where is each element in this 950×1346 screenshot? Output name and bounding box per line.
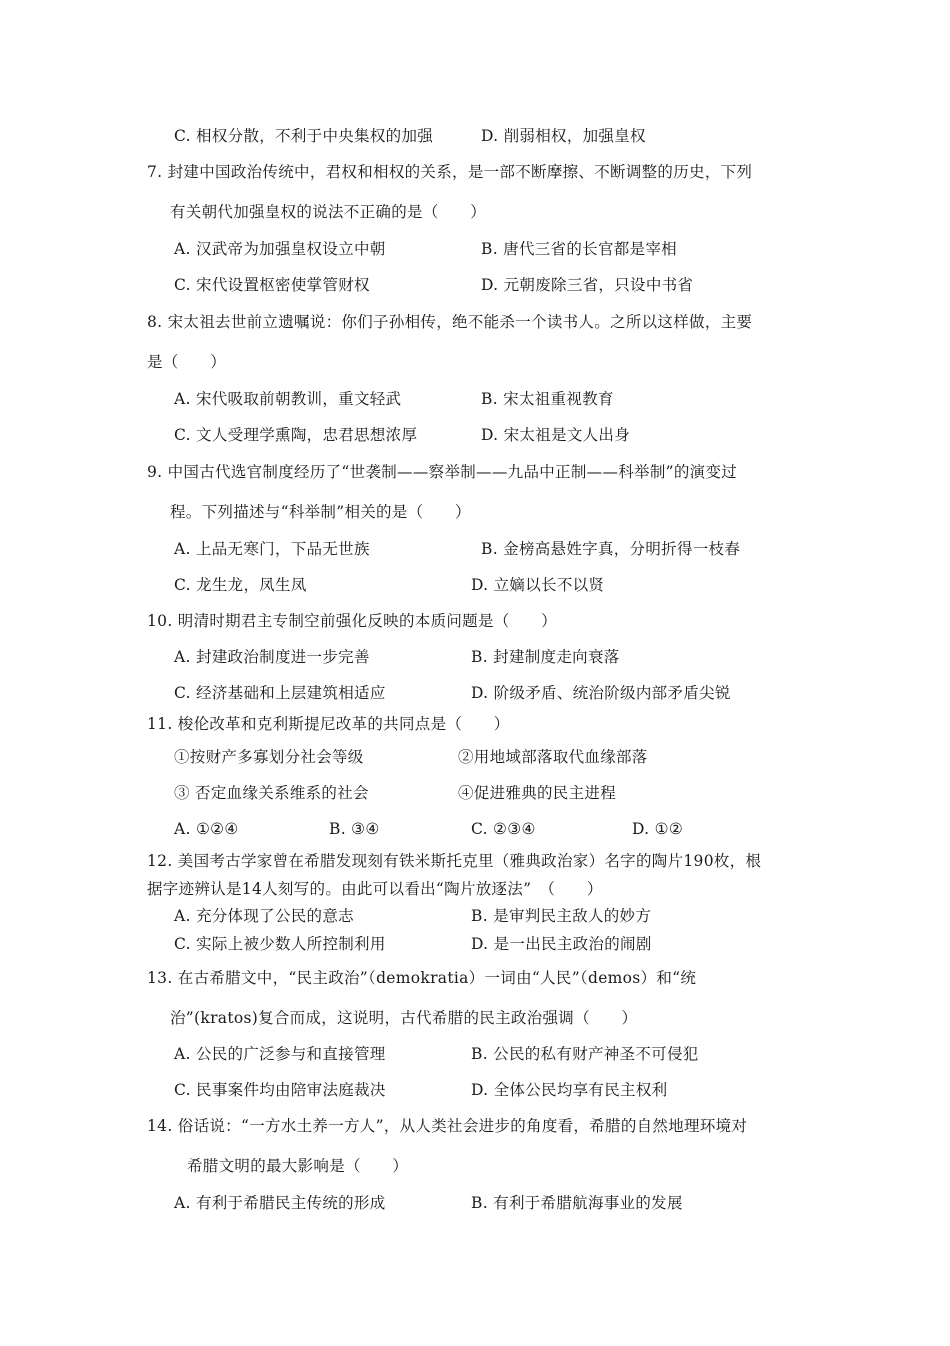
q8-stem-line2: 是（ ） <box>147 353 227 371</box>
q9-option-a: A. 上品无寒门，下品无世族 <box>174 540 370 558</box>
q7-option-c: C. 宋代设置枢密使掌管财权 <box>174 276 370 294</box>
q14-stem-line2: 希腊文明的最大影响是（ ） <box>187 1157 409 1175</box>
q9-option-b: B. 金榜高悬姓字真，分明折得一枝春 <box>481 540 741 558</box>
q11-statement-2: ②用地域部落取代血缘部落 <box>458 748 648 766</box>
q12-option-b: B. 是审判民主敌人的妙方 <box>471 907 652 925</box>
q9-option-c: C. 龙生龙，凤生凤 <box>174 576 307 594</box>
q11-option-d: D. ①② <box>632 820 684 838</box>
q7-stem-line2: 有关朝代加强皇权的说法不正确的是（ ） <box>170 203 487 221</box>
q13-option-b: B. 公民的私有财产神圣不可侵犯 <box>471 1045 699 1063</box>
q9-stem-line2: 程。下列描述与“科举制”相关的是（ ） <box>170 503 471 521</box>
q6-option-d: D. 削弱相权，加强皇权 <box>481 127 646 145</box>
q7-stem-line1: 7. 封建中国政治传统中，君权和相权的关系，是一部不断摩擦、不断调整的历史，下列 <box>147 163 753 181</box>
q8-option-d: D. 宋太祖是文人出身 <box>481 426 631 444</box>
q10-stem: 10. 明清时期君主专制空前强化反映的本质问题是（ ） <box>147 612 557 630</box>
q8-option-b: B. 宋太祖重视教育 <box>481 390 614 408</box>
q8-stem-line1: 8. 宋太祖去世前立遗嘱说：你们子孙相传，绝不能杀一个读书人。之所以这样做，主要 <box>147 313 753 331</box>
q8-option-c: C. 文人受理学熏陶，忠君思想浓厚 <box>174 426 418 444</box>
q11-statement-1: ①按财产多寡划分社会等级 <box>174 748 364 766</box>
q9-option-d: D. 立嫡以长不以贤 <box>471 576 605 594</box>
q11-statement-4: ④促进雅典的民主进程 <box>458 784 617 802</box>
q7-option-b: B. 唐代三省的长官都是宰相 <box>481 240 677 258</box>
q12-stem-line2: 据字迹辨认是14人刻写的。由此可以看出“陶片放逐法” （ ） <box>147 880 603 898</box>
q13-option-d: D. 全体公民均享有民主权利 <box>471 1081 668 1099</box>
q9-stem-line1: 9. 中国古代选官制度经历了“世袭制——察举制——九品中正制——科举制”的演变过 <box>147 463 738 481</box>
q11-option-c: C. ②③④ <box>471 820 536 838</box>
q14-stem-line1: 14. 俗话说：“一方水土养一方人”，从人类社会进步的角度看，希腊的自然地理环境对 <box>147 1117 748 1135</box>
q10-option-c: C. 经济基础和上层建筑相适应 <box>174 684 386 702</box>
q14-option-b: B. 有利于希腊航海事业的发展 <box>471 1194 683 1212</box>
q10-option-d: D. 阶级矛盾、统治阶级内部矛盾尖锐 <box>471 684 731 702</box>
q6-option-c: C. 相权分散，不利于中央集权的加强 <box>174 127 434 145</box>
q12-stem-line1: 12. 美国考古学家曾在希腊发现刻有铁米斯托克里（雅典政治家）名字的陶片190枚，根 <box>147 852 762 870</box>
q10-option-a: A. 封建政治制度进一步完善 <box>174 648 370 666</box>
q12-option-c: C. 实际上被少数人所控制利用 <box>174 935 386 953</box>
q8-option-a: A. 宋代吸取前朝教训，重文轻武 <box>174 390 402 408</box>
q13-stem-line2: 治”(kratos)复合而成，这说明，古代希腊的民主政治强调（ ） <box>170 1009 638 1027</box>
q13-option-a: A. 公民的广泛参与和直接管理 <box>174 1045 386 1063</box>
q13-option-c: C. 民事案件均由陪审法庭裁决 <box>174 1081 386 1099</box>
q11-option-b: B. ③④ <box>329 820 380 838</box>
q7-option-d: D. 元朝废除三省，只设中书省 <box>481 276 694 294</box>
q10-option-b: B. 封建制度走向衰落 <box>471 648 620 666</box>
q12-option-a: A. 充分体现了公民的意志 <box>174 907 354 925</box>
q13-stem-line1: 13. 在古希腊文中，“民主政治”（demokratia）一词由“人民”（demos）和“统 <box>147 969 697 987</box>
q7-option-a: A. 汉武帝为加强皇权设立中朝 <box>174 240 386 258</box>
q12-option-d: D. 是一出民主政治的闹剧 <box>471 935 652 953</box>
q14-option-a: A. 有利于希腊民主传统的形成 <box>174 1194 386 1212</box>
q11-stem: 11. 梭伦改革和克利斯提尼改革的共同点是（ ） <box>147 715 510 733</box>
q11-option-a: A. ①②④ <box>174 820 239 838</box>
q11-statement-3: ③ 否定血缘关系维系的社会 <box>174 784 369 802</box>
